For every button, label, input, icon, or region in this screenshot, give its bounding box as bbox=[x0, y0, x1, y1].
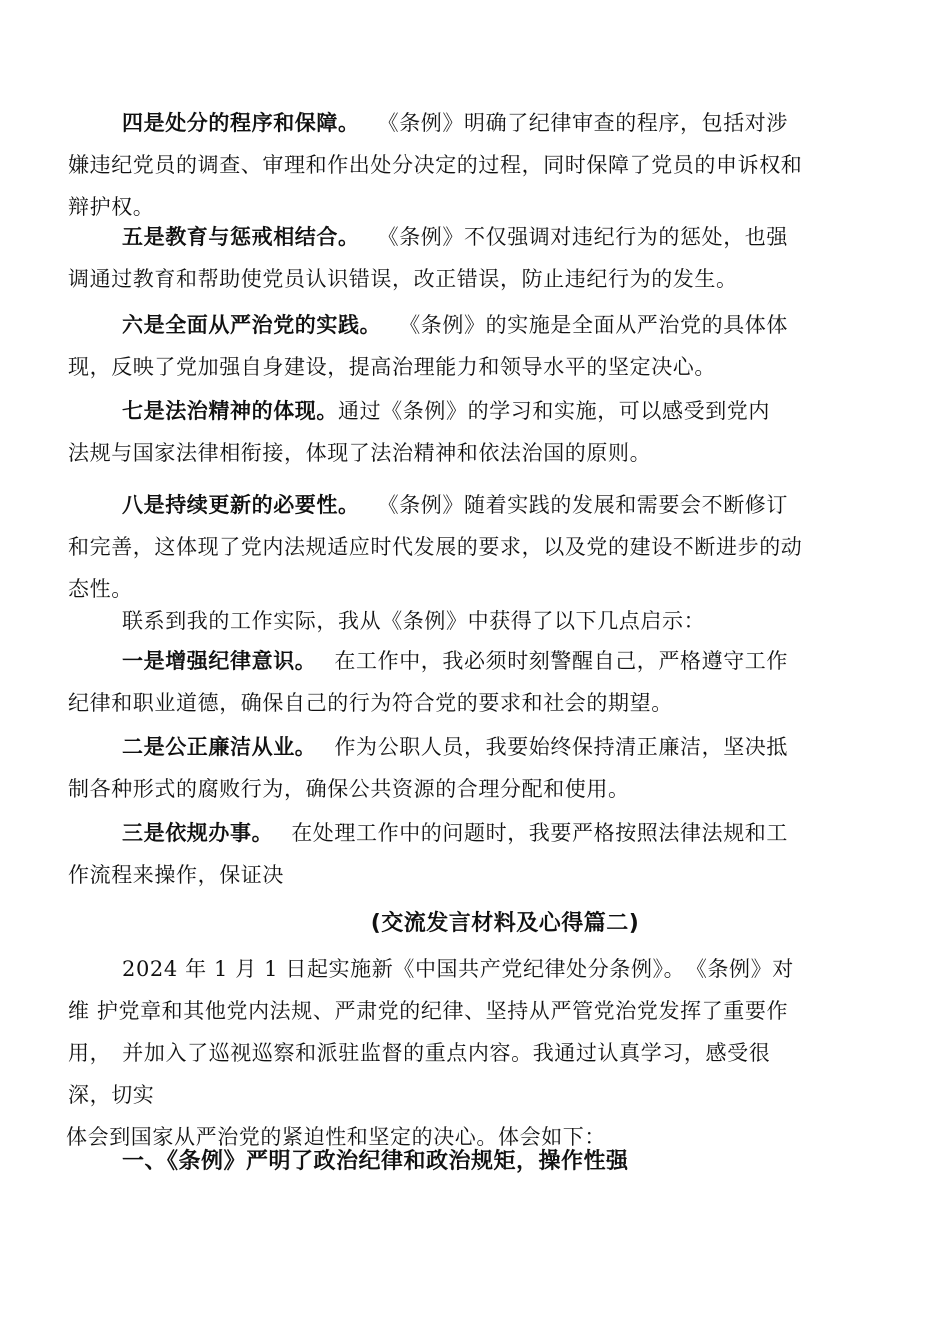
paragraph-lead: 六是全面从严治党的实践。 bbox=[122, 313, 382, 337]
paragraph-text: 深，切实 bbox=[68, 1083, 155, 1107]
paragraph-text: 《条例》的实施是全面从严治党的具体体 bbox=[399, 313, 789, 337]
paragraph-lead: 七是法治精神的体现。 bbox=[122, 399, 338, 423]
paragraph-integrity bbox=[68, 726, 880, 810]
paragraph-text: 法规与国家法律相衔接，体现了法治精神和依法治国的原则。 bbox=[68, 441, 652, 465]
section-title: (交流发言材料及心得篇二) bbox=[370, 911, 640, 936]
paragraph-text: 《条例》明确了纪律审查的程序，包括对涉 bbox=[377, 111, 789, 135]
paragraph-rule-of-law bbox=[68, 390, 880, 474]
paragraph-continuous-update bbox=[68, 484, 880, 610]
paragraph-text: 作为公职人员，我要始终保持清正廉洁，坚决抵 bbox=[334, 735, 789, 759]
paragraph-text: 嫌违纪党员的调查、审理和作出处分决定的过程，同时保障了党员的申诉权和 bbox=[68, 153, 803, 177]
paragraph-text: 联系到我的工作实际，我从《条例》中获得了以下几点启示： bbox=[122, 609, 706, 633]
paragraph-text: 现，反映了党加强自身建设，提高治理能力和领导水平的坚定决心。 bbox=[68, 355, 716, 379]
paragraph-text: 态性。 bbox=[68, 577, 133, 601]
paragraph-text: 用， 并加入了巡视巡察和派驻监督的重点内容。我通过认真学习，感受很 bbox=[68, 1041, 771, 1065]
subheading-political-discipline: 一、《条例》严明了政治纪律和政治规矩，操作性强 bbox=[122, 1149, 629, 1174]
paragraph-text: 维 护党章和其他党内法规、严肃党的纪律、坚持从严管党治党发挥了重要作 bbox=[68, 999, 789, 1023]
paragraph-text: 辩护权。 bbox=[68, 195, 155, 219]
paragraph-text: 在工作中，我必须时刻警醒自己，严格遵守工作 bbox=[334, 649, 789, 673]
paragraph-text: 《条例》不仅强调对违纪行为的惩处，也强 bbox=[377, 225, 789, 249]
paragraph-lead: 三是依规办事。 bbox=[122, 821, 274, 845]
paragraph-insights-intro bbox=[68, 600, 880, 642]
paragraph-text: 和完善，这体现了党内法规适应时代发展的要求，以及党的建设不断进步的动 bbox=[68, 535, 803, 559]
paragraph-strict-governance bbox=[68, 304, 880, 388]
paragraph-lead: 五是教育与惩戒相结合。 bbox=[122, 225, 360, 249]
paragraph-lead: 八是持续更新的必要性。 bbox=[122, 493, 360, 517]
paragraph-text: 通过《条例》的学习和实施，可以感受到党内 bbox=[338, 399, 770, 423]
paragraph-text: 制各种形式的腐败行为，确保公共资源的合理分配和使用。 bbox=[68, 777, 630, 801]
paragraph-follow-rules bbox=[68, 812, 880, 896]
paragraph-text: 在处理工作中的问题时，我要严格按照法律法规和工 bbox=[291, 821, 789, 845]
paragraph-lead: 一是增强纪律意识。 bbox=[122, 649, 317, 673]
paragraph-text: 体会到国家从严治党的紧迫性和坚定的决心。体会如下： bbox=[66, 1125, 606, 1149]
paragraph-part-two-intro bbox=[68, 948, 880, 1158]
paragraph-text: 2024 年 1 月 1 日起实施新《中国共产党纪律处分条例》。 《条例》对 bbox=[122, 957, 794, 981]
paragraph-discipline-awareness bbox=[68, 640, 880, 724]
paragraph-education-punishment bbox=[68, 216, 880, 300]
paragraph-lead: 二是公正廉洁从业。 bbox=[122, 735, 317, 759]
paragraph-procedure-guarantee bbox=[68, 102, 880, 228]
paragraph-text: 调通过教育和帮助使党员认识错误，改正错误，防止违纪行为的发生。 bbox=[68, 267, 738, 291]
paragraph-text: 《条例》随着实践的发展和需要会不断修订 bbox=[377, 493, 789, 517]
paragraph-lead: 四是处分的程序和保障。 bbox=[122, 111, 360, 135]
paragraph-text: 纪律和职业道德，确保自己的行为符合党的要求和社会的期望。 bbox=[68, 691, 673, 715]
paragraph-text: 作流程来操作，保证决 bbox=[68, 863, 284, 887]
